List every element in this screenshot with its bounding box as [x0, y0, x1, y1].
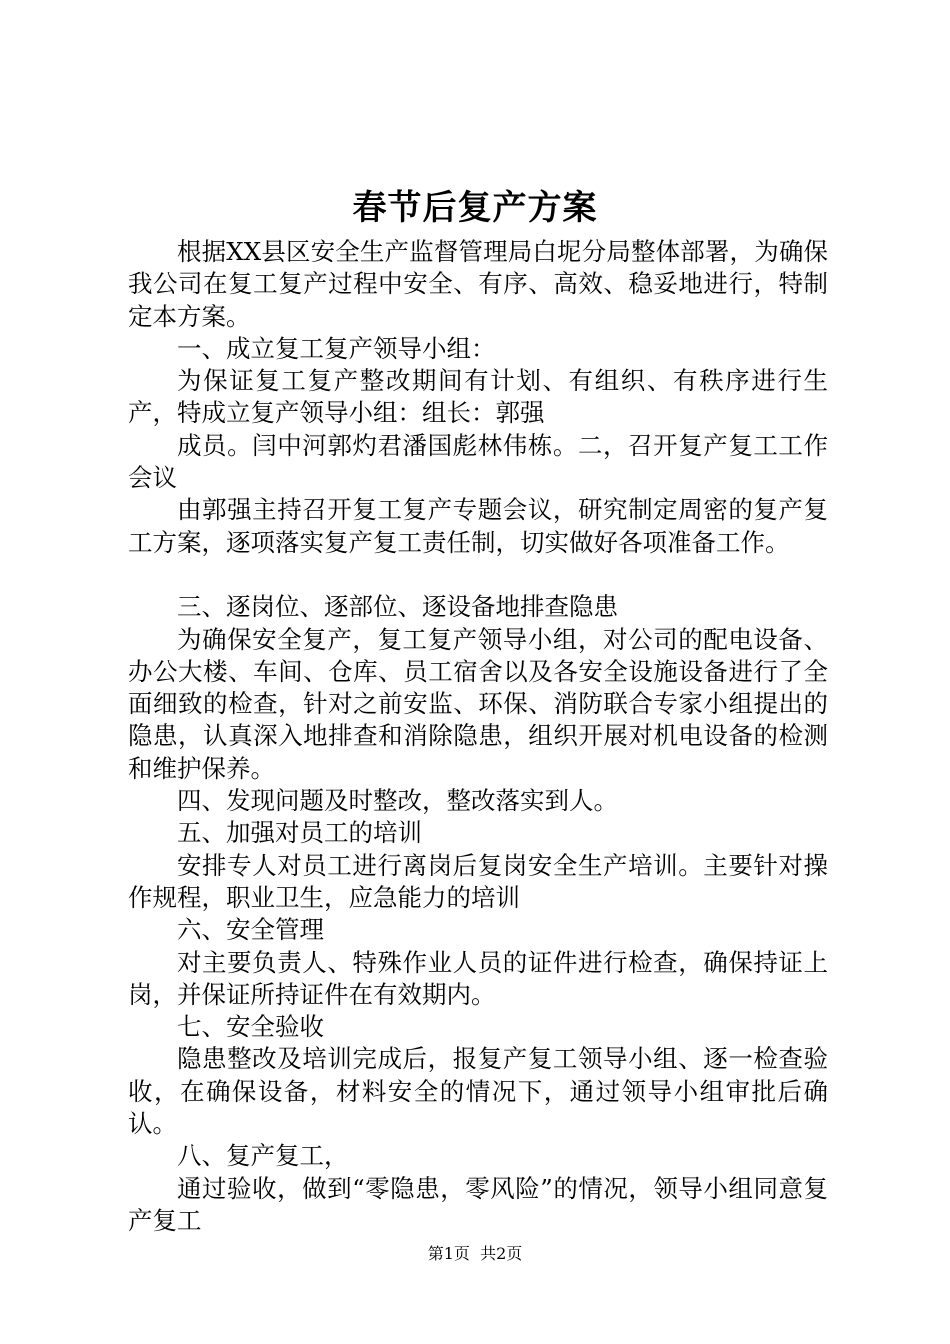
heading-section-7: 七、安全验收 — [177, 1012, 324, 1042]
heading-section-8: 八、复产复工， — [177, 1141, 349, 1171]
paragraph-section-5: 安排专人对员工进行离岗后复岗安全生产培训。主要针对操作规程，职业卫生，应急能力的培训 — [128, 850, 828, 912]
paragraph-section-1: 为保证复工复产整改期间有计划、有组织、有秩序进行生产，特成立复产领导小组：组长：郭强 — [128, 366, 828, 428]
paragraph-spacer — [128, 559, 828, 591]
paragraph-section-8: 通过验收，做到“零隐患，零风险”的情况，领导小组同意复产复工 — [128, 1173, 828, 1235]
heading-section-1: 一、成立复工复产领导小组： — [177, 333, 496, 363]
paragraph-section-3: 为确保安全复产，复工复产领导小组，对公司的配电设备、办公大楼、车间、仓库、员工宿舍以及各安全设施设备进行了全面细致的检查，针对之前安监、环保、消防联合专家小组提出的隐患，认真深入地排查和消除隐患，组织开展对机电设备的检测和维护保养。 — [128, 624, 828, 783]
page-number-current: 第1页 — [427, 1244, 470, 1263]
paragraph-members: 成员。闫中河郭灼君潘国彪林伟栋。二，召开复产复工工作会议 — [128, 430, 828, 493]
paragraph-section-7: 隐患整改及培训完成后，报复产复工领导小组、逐一检查验收，在确保设备，材料安全的情况下，通过领导小组审批后确认。 — [128, 1044, 828, 1139]
heading-section-6: 六、安全管理 — [177, 915, 324, 945]
document-body — [128, 236, 828, 1237]
paragraph-intro: 根据XX县区安全生产监督管理局白坭分局整体部署，为确保我公司在复工复产过程中安全、有序、高效、稳妥地进行，特制定本方案。 — [128, 237, 828, 331]
paragraph-section-6: 对主要负责人、特殊作业人员的证件进行检查，确保持证上岗，并保证所持证件在有效期内。 — [128, 947, 828, 1009]
page-footer — [0, 1243, 950, 1265]
heading-section-3: 三、逐岗位、逐部位、逐设备地排查隐患 — [177, 592, 618, 622]
document-title: 春节后复产方案 — [352, 188, 598, 228]
heading-section-4: 四、发现问题及时整改，整改落实到人。 — [177, 786, 618, 816]
heading-section-5: 五、加强对员工的培训 — [177, 818, 422, 848]
paragraph-meeting: 由郭强主持召开复工复产专题会议，研究制定周密的复产复工方案，逐项落实复产复工责任制，切实做好各项准备工作。 — [128, 495, 828, 557]
page-number-total: 共2页 — [480, 1244, 523, 1263]
